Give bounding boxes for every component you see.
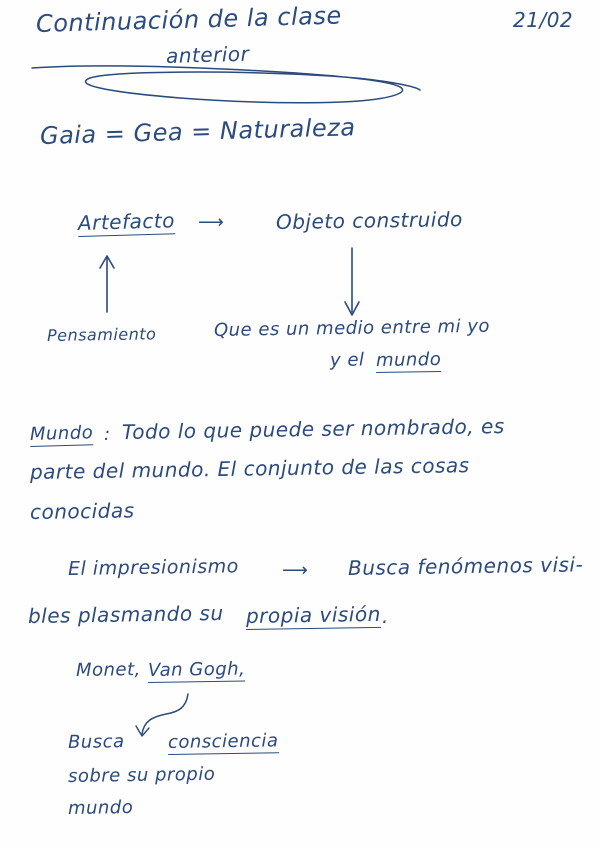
consciencia-line-3: mundo	[67, 796, 134, 819]
note-date: 21/02	[513, 8, 574, 32]
arrow-up-icon	[96, 252, 122, 314]
label-pensamiento: Pensamiento	[46, 324, 157, 345]
arrow-down-icon	[340, 246, 366, 318]
equation-gaia-gea-naturaleza: Gaia = Gea = Naturaleza	[39, 113, 356, 150]
question-line-1: Que es un medio entre mi yo	[213, 315, 491, 341]
mundo-line-3: conocidas	[29, 498, 135, 524]
consciencia-line-1-underlined: consciencia	[167, 730, 279, 753]
impresionismo-line-2-prefix: bles plasmando su	[27, 600, 224, 628]
arrow-impresionismo: ⟶	[282, 560, 309, 581]
definition-objeto-construido: Objeto construido	[275, 207, 463, 234]
mundo-line-2: parte del mundo. El conjunto de las cosas	[29, 453, 470, 484]
artists-underlined: Van Gogh,	[147, 658, 246, 681]
term-artefacto: Artefacto	[77, 208, 176, 235]
mundo-line-1: Todo lo que puede ser nombrado, es	[121, 413, 505, 444]
consciencia-line-1-prefix: Busca	[67, 731, 125, 753]
arrow-artefacto-to-objeto: ⟶	[198, 212, 225, 233]
question-line-2-underlined: mundo	[375, 348, 442, 371]
impresionismo-line-2-underlined: propia visión	[245, 601, 381, 628]
mundo-colon: :	[104, 424, 111, 445]
consciencia-line-2: sobre su propio	[67, 763, 216, 787]
title-flourish-decoration	[30, 62, 430, 108]
impresionismo-line-2-end: .	[382, 604, 389, 628]
term-mundo: Mundo	[29, 422, 94, 445]
question-line-2-prefix: y el	[329, 349, 365, 371]
impresionismo-line-1-suffix: Busca fenómenos visi-	[347, 552, 584, 580]
title-line-2: anterior	[165, 41, 250, 68]
artists-prefix: Monet,	[75, 658, 141, 681]
title-line-1: Continuación de la clase	[35, 1, 342, 38]
impresionismo-line-1-prefix: El impresionismo	[67, 555, 239, 580]
